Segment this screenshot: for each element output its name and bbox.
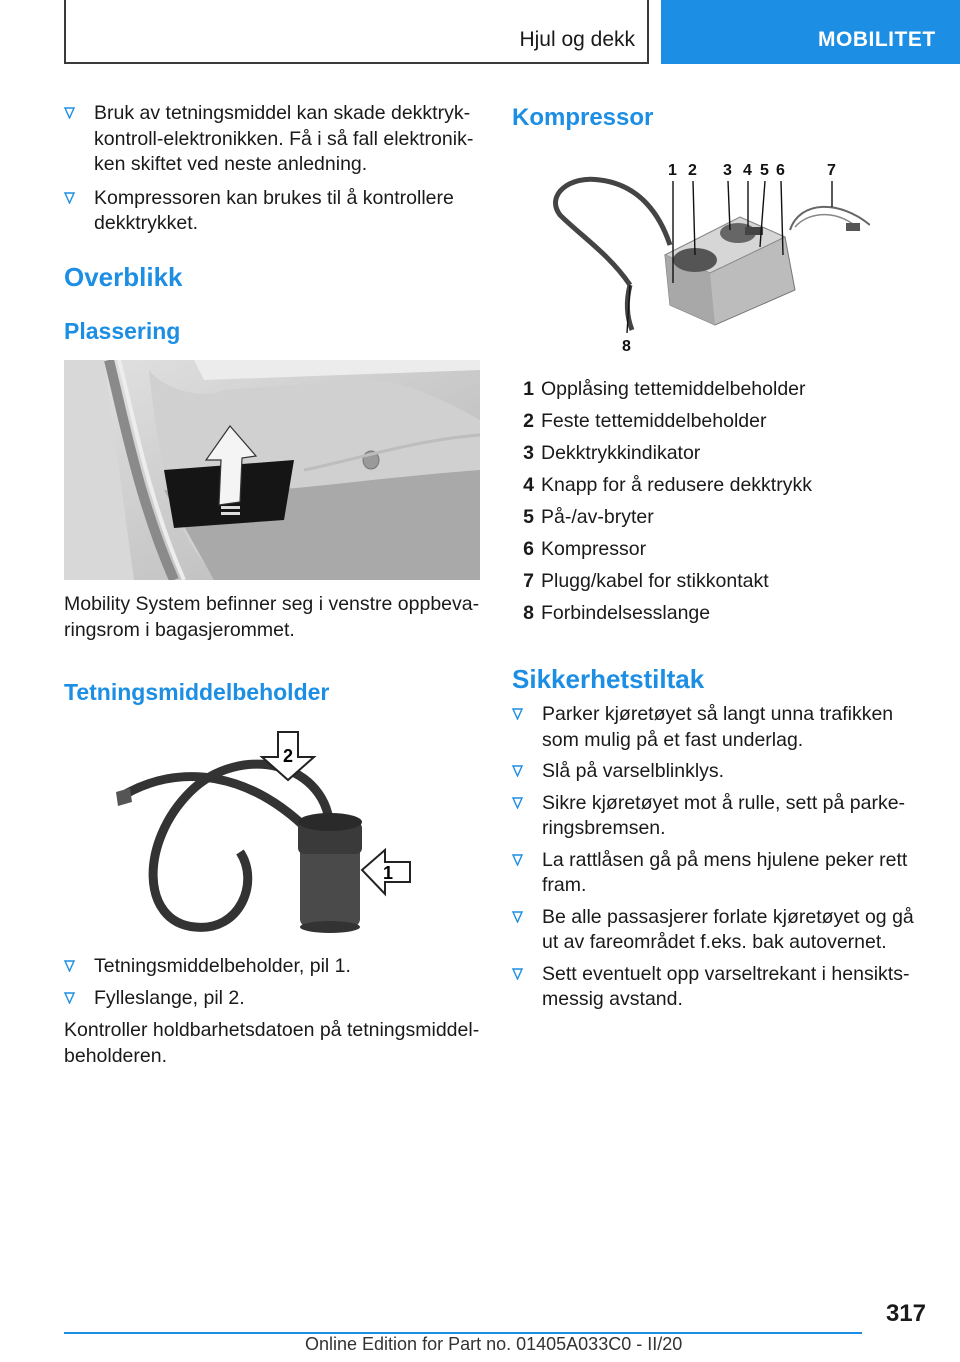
legend-text: Knapp for å redusere dekktrykk <box>541 474 812 496</box>
list-item <box>512 848 932 899</box>
legend-number: 4 <box>523 474 534 496</box>
legend-text: Feste tettemiddelbeholder <box>541 410 767 432</box>
bullet-triangle-icon <box>512 797 523 809</box>
legend-number: 8 <box>523 602 534 624</box>
list-item <box>512 791 932 842</box>
legend-number: 1 <box>523 378 534 400</box>
intro-bullet-list <box>64 101 480 243</box>
bullet-triangle-icon <box>64 960 75 972</box>
list-item <box>64 954 480 980</box>
edition-text: Online Edition for Part no. 01405A033C0 - II/20 <box>305 1334 683 1354</box>
bullet-triangle-icon <box>512 708 523 720</box>
callout-7: 7 <box>827 162 836 179</box>
bullet-text: Fylleslange, pil 2. <box>94 986 245 1009</box>
legend-text: Kompressor <box>541 538 647 560</box>
bullet-triangle-icon <box>512 854 523 866</box>
bullet-text: Be alle passasjerer forlate kjøretøyet og gå ut av fareområdet f.eks. bak autovernet. <box>542 905 914 953</box>
callout-1: 1 <box>668 162 677 179</box>
legend-row <box>512 506 932 538</box>
legend-row <box>512 442 932 474</box>
compressor-figure <box>540 155 870 355</box>
compressor-legend <box>512 378 932 634</box>
bullet-text: Slå på varselblinklys. <box>542 760 725 782</box>
callout-2: 2 <box>283 746 294 766</box>
bullet-text: Sett eventuelt opp varseltrekant i hensiktsmessig avstand. <box>542 962 910 1010</box>
legend-row <box>512 538 932 570</box>
legend-text: Opplåsing tettemiddelbeholder <box>541 378 806 400</box>
legend-row <box>512 602 932 634</box>
compressor-heading: Kompressor <box>512 104 654 131</box>
legend-text: Dekktrykkindikator <box>541 442 701 464</box>
sealant-bullet-list <box>64 954 480 1017</box>
sealant-text: Kontroller holdbarhetsdatoen på tetningsmiddelbeholderen. <box>64 1019 480 1067</box>
legend-number: 6 <box>523 538 534 560</box>
bullet-text: Bruk av tetningsmiddel kan skade dekktrykkontroll-elektronikken. Få i så fall elektronikken skiftet ved neste anledning. <box>94 102 474 175</box>
callout-3: 3 <box>723 162 732 179</box>
list-item <box>512 905 932 956</box>
bullet-triangle-icon <box>512 911 523 923</box>
legend-row <box>512 410 932 442</box>
sealant-heading: Tetningsmiddelbeholder <box>64 679 330 705</box>
bullet-triangle-icon <box>64 992 75 1004</box>
bullet-text: Tetningsmiddelbeholder, pil 1. <box>94 955 351 977</box>
callout-8: 8 <box>622 338 631 355</box>
chapter-tab <box>661 0 960 64</box>
bullet-text: Kompressoren kan brukes til å kontrollere dekktrykket. <box>94 186 454 234</box>
bullet-text: Sikre kjøretøyet mot å rulle, sett på parkeringsbremsen. <box>542 791 906 839</box>
list-item <box>64 986 480 1012</box>
trunk-storage-photo <box>64 360 480 580</box>
legend-text: Plugg/kabel for stikkontakt <box>541 570 769 592</box>
header-section-box <box>64 0 649 64</box>
list-item <box>512 702 932 753</box>
placement-text: Mobility System befinner seg i venstre oppbevaringsrom i bagasjerommet. <box>64 593 480 641</box>
legend-number: 2 <box>523 410 534 432</box>
legend-row <box>512 570 932 602</box>
placement-heading: Plassering <box>64 318 181 344</box>
callout-1: 1 <box>383 863 394 883</box>
callout-5: 5 <box>760 162 769 179</box>
bullet-text: Parker kjøretøyet så langt unna trafikken som mulig på et fast underlag. <box>542 703 894 751</box>
callout-6: 6 <box>776 162 785 179</box>
page-number: 317 <box>885 1300 926 1327</box>
callout-2: 2 <box>688 162 697 179</box>
legend-row <box>512 474 932 506</box>
bullet-triangle-icon <box>512 968 523 980</box>
bullet-triangle-icon <box>64 192 75 204</box>
bullet-text: La rattlåsen gå på mens hjulene peker rett fram. <box>542 848 908 896</box>
list-item <box>512 759 932 785</box>
safety-heading: Sikkerhetstiltak <box>512 664 705 694</box>
legend-row <box>512 378 932 410</box>
legend-text: På-/av-bryter <box>541 506 654 528</box>
list-item <box>64 101 480 178</box>
callout-4: 4 <box>743 162 752 179</box>
header-section-title: Hjul og dekk <box>519 28 635 51</box>
list-item <box>512 962 932 1013</box>
legend-number: 3 <box>523 442 534 464</box>
bullet-triangle-icon <box>64 107 75 119</box>
bullet-triangle-icon <box>512 765 523 777</box>
safety-bullet-list <box>512 702 932 1019</box>
chapter-tab-label: MOBILITET <box>818 28 936 51</box>
overview-heading: Overblikk <box>64 262 183 292</box>
sealant-bottle-figure <box>100 722 430 942</box>
legend-number: 7 <box>523 570 534 592</box>
list-item <box>64 186 480 237</box>
legend-number: 5 <box>523 506 534 528</box>
legend-text: Forbindelsesslange <box>541 602 711 624</box>
